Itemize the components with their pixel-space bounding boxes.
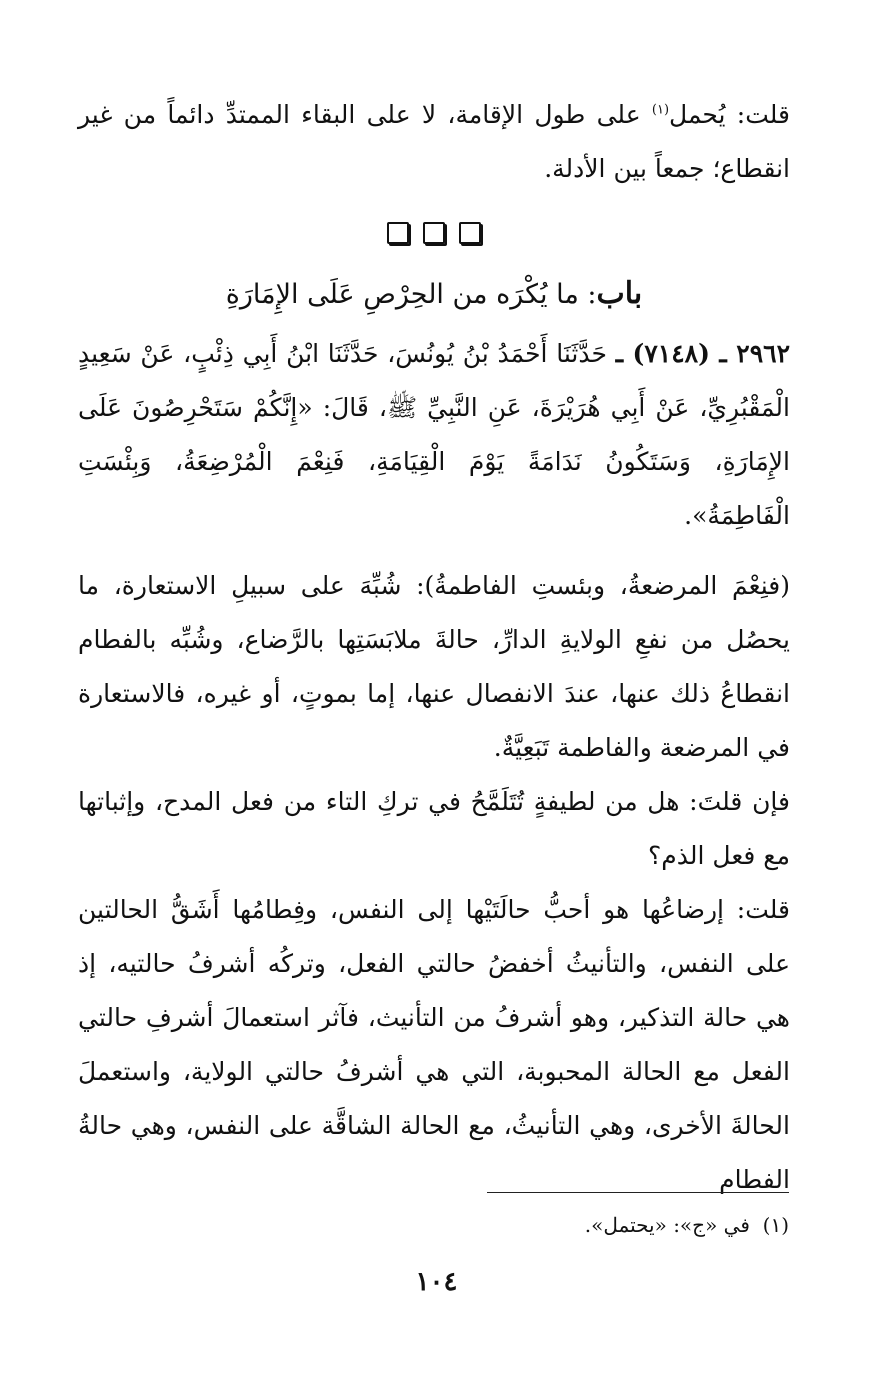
square-ornament-icon	[387, 222, 409, 244]
paragraph-intro	[78, 88, 790, 196]
paragraph-intro-start: قلت: يُحمل	[669, 100, 790, 129]
chapter-heading	[78, 266, 790, 323]
square-ornament-icon	[423, 222, 445, 244]
footnote-marker: (١)	[762, 1213, 789, 1237]
paragraph-intro-rest: على طول الإقامة، لا على البقاء الممتدِّ دائماً من غير انقطاع؛ جمعاً بين الأدلة.	[78, 100, 790, 183]
hadith-number: ٢٩٦٢ ـ (٧١٤٨) ـ	[615, 339, 790, 368]
footnote-separator	[487, 1192, 789, 1193]
page-body	[78, 88, 790, 1207]
hadith-body: حَدَّثَنَا أَحْمَدُ بْنُ يُونُسَ، حَدَّثَنَا ابْنُ أَبِي ذِئْبٍ، عَنْ سَعِيدٍ الْمَقْبُرِيِّ، عَنْ أَبِي هُرَيْرَةَ، عَنِ النَّبِيِّ ﷺ، قَالَ: «إِنَّكُمْ سَتَحْرِصُونَ عَلَى الإِمَارَةِ، وَسَتَكُونُ نَدَامَةً يَوْمَ الْقِيَامَةِ، فَنِعْمَ الْمُرْضِعَةُ، وَبِئْسَتِ الْفَاطِمَةُ».	[78, 339, 790, 530]
footnote-text: في «ج»: «يحتمل».	[584, 1213, 750, 1237]
hadith-text	[78, 327, 790, 543]
footnote	[89, 1208, 789, 1242]
footnote-reference: (١)	[651, 102, 670, 118]
page-number: ١٠٤	[415, 1267, 458, 1297]
chapter-heading-title: : ما يُكْرَه من الحِرْصِ عَلَى الإِمَارَةِ	[225, 279, 597, 310]
commentary-paragraph-2: فإن قلتَ: هل من لطيفةٍ تُتَلَمَّحُ في تركِ التاء من فعل المدح، وإثباتها مع فعل الذم؟	[78, 787, 790, 870]
chapter-heading-label: باب	[596, 276, 643, 311]
section-divider-ornament	[78, 222, 790, 244]
square-ornament-icon	[459, 222, 481, 244]
commentary-paragraph-3: قلت: إرضاعُها هو أحبُّ حالَتَيْها إلى النفس، وفِطامُها أَشَقُّ الحالتين على النفس، والتأنيثُ أخفضُ حالتي الفعل، وتركُه أشرفُ حالتيه، إذ هي حالة التذكير، وهو أشرفُ من التأنيث، فآثر استعمالَ أشرفِ حالتي الفعل مع الحالة المحبوبة، التي هي أشرفُ حالتي الولاية، واستعملَ الحالةَ الأخرى، وهي التأنيثُ، مع الحالة الشاقَّة على النفس، وهي حالةُ الفطام	[78, 895, 790, 1194]
commentary-paragraph-1: (فنِعْمَ المرضعةُ، وبئستِ الفاطمةُ): شُبِّهَ على سبيلِ الاستعارة، ما يحصُل من نفعِ الولايةِ الدارِّ، حالةَ ملابَسَتِها بالرَّضاع، وشُبِّه بالفطام انقطاعُ ذلك عنها، عندَ الانفصال عنها، إما بموتٍ، أو غيره، فالاستعارة في المرضعة والفاطمة تَبَعِيَّةٌ.	[78, 571, 790, 762]
